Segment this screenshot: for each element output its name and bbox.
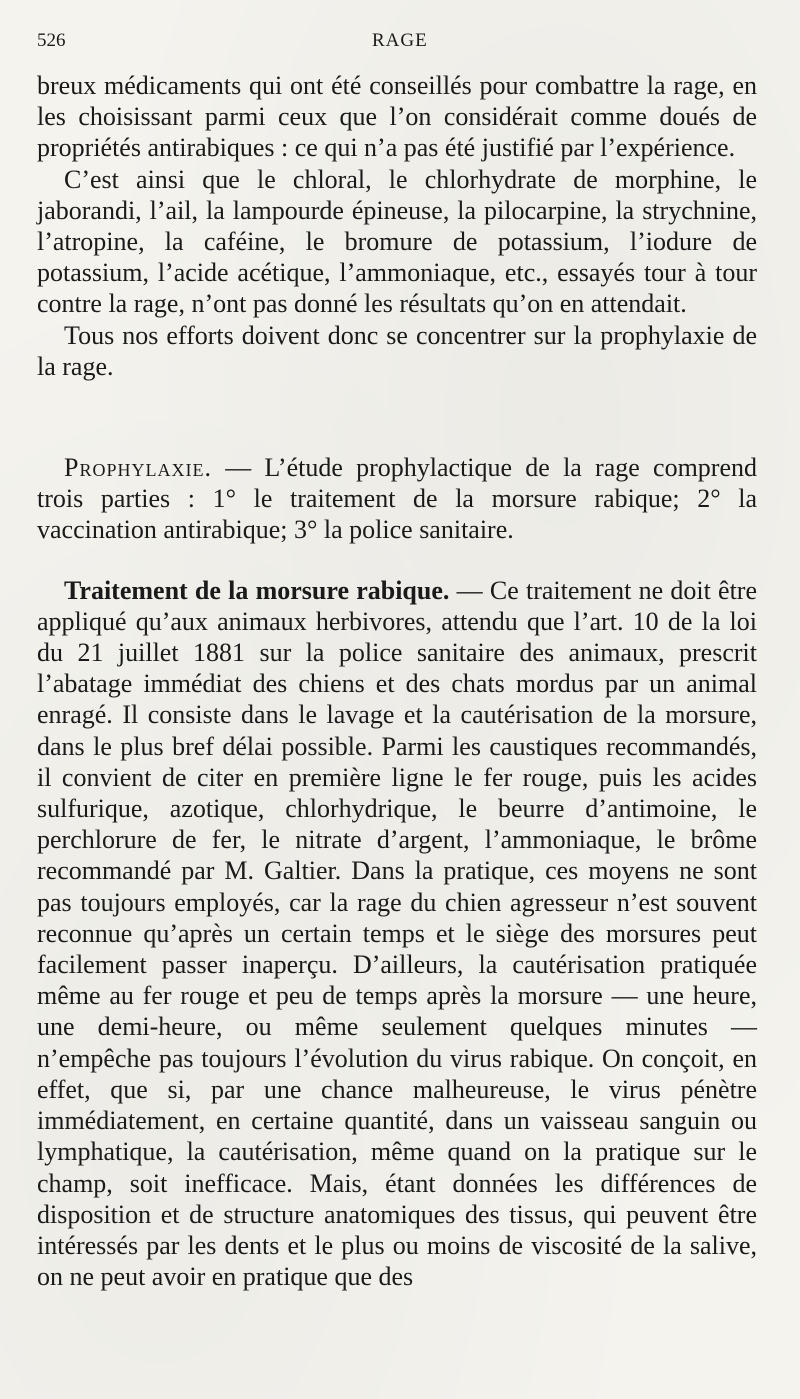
section-gap [37,382,757,452]
paragraph-traitement-text: — Ce traitement ne doit être appliqué qu’aux animaux herbivores, attendu que l’art. 10 de la loi du 21 juillet 1881 sur la police sanitaire des animaux, prescrit l’abatage immédiat des chiens et des chats mordus par un animal enragé. Il consiste dans le lavage et la cautérisation de la morsure, dans le plus bref délai possible. Parmi les caustiques recommandés, il convient de citer en première ligne le fer rouge, puis les acides sulfurique, azotique, chlorhydrique, le beurre d’antimoine, le perchlorure de fer, le nitrate d’argent, l’ammoniaque, le brôme recommandé par M. Galtier. Dans la pratique, ces moyens ne sont pas toujours employés, car la rage du chien agresseur n’est souvent reconnue qu’après un certain temps et le siège des morsures peut facilement passer inaperçu. D’ailleurs, la cautérisation pratiquée même au fer rouge et peu de temps après la morsure — une heure, une demi-heure, ou même seulement quelques minutes — n’empêche pas toujours l’évolution du virus rabique. On conçoit, en effet, que si, par une chance malheureuse, le virus pénètre immédiatement, en certaine quantité, dans un vaisseau sanguin ou lymphatique, la cautérisation, même quand on la pratique sur le champ, soit inefficace. Mais, étant données les différences de disposition et de structure anatomiques des tissus, qui peuvent être intéressés par les dents et le plus ou moins de viscosité de la salive, on ne peut avoir en pratique que des [37,575,758,1292]
section-heading-traitement: Traitement de la morsure rabique. [64,575,450,605]
paragraph-prophylaxie [37,452,757,546]
paragraph-prophylaxie-text: — L’étude prophylactique de la rage comprend trois parties : 1° le traitement de la morsure rabique; 2° la vaccination antirabique; 3° la police sanitaire. [37,453,757,545]
page-number: 526 [37,30,66,51]
running-title: RAGE [372,30,428,51]
section-heading-prophylaxie: Prophylaxie. [64,453,212,483]
page-header [37,30,757,54]
body-text [37,70,757,1292]
section-gap [37,546,757,575]
paragraph-continuation: breux médicaments qui ont été conseillés pour combattre la rage, en les choisissant parmi ceux que l’on considérait comme doués de propriétés antirabiques : ce qui n’a pas été justifié par l’expérience. [37,71,757,163]
paragraph-traitement [37,575,757,1293]
paragraph-remedies-list: C’est ainsi que le chloral, le chlorhydrate de morphine, le jaborandi, l’ail, la lampourde épineuse, la pilocarpine, la strychnine, l’atropine, la caféine, le bromure de potassium, l’iodure de potassium, l’acide acétique, l’ammoniaque, etc., essayés tour à tour contre la rage, n’ont pas donné les résultats qu’on en attendait. [37,164,757,319]
paragraph-prophylaxis-focus: Tous nos efforts doivent donc se concentrer sur la prophylaxie de la rage. [37,320,757,381]
